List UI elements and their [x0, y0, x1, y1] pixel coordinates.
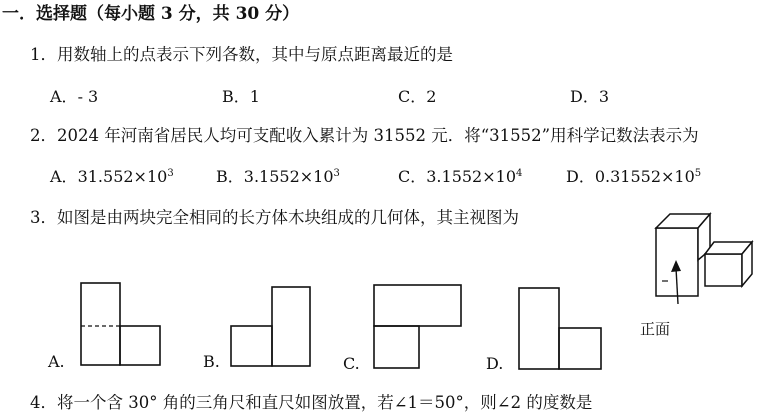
question-3-option-a-label[interactable]: A. [48, 352, 65, 371]
section-title: 一．选择题（每小题 3 分，共 30 分） [2, 4, 300, 24]
option-exponent: 5 [694, 168, 702, 179]
question-1-option-d[interactable] [570, 87, 609, 107]
option-label: C． [398, 167, 427, 186]
option-label: A． [50, 87, 78, 106]
wide-block [374, 285, 461, 326]
question-2-stem: 2．2024 年河南省居民人均可支配收入累计为 31552 元．将“31552”用科学记数法表示为 [30, 126, 699, 145]
front-view-label: 正面 [640, 320, 671, 338]
option-exponent: 3 [333, 168, 340, 179]
option-base: 3.1552×10 [426, 167, 516, 186]
question-3-solid-figure [652, 208, 762, 308]
tall-block [81, 283, 120, 365]
option-label: A． [50, 167, 78, 186]
question-1-option-c[interactable] [398, 87, 436, 107]
question-4-stem: 4．将一个含 30° 角的三角尺和直尺如图放置，若∠1＝50°，则∠2 的度数是 [30, 393, 593, 412]
option-text: 3 [598, 87, 610, 106]
question-3-option-d-figure[interactable] [518, 287, 604, 371]
short-block [374, 326, 419, 368]
question-3-option-c-figure[interactable] [373, 284, 463, 370]
option-base: 3.1552×10 [243, 167, 334, 186]
option-text: - 3 [77, 87, 99, 106]
tall-block [519, 288, 559, 369]
question-2-option-d[interactable] [566, 167, 701, 187]
option-exponent: 3 [167, 168, 174, 179]
short-block [120, 326, 160, 365]
short-block [559, 328, 601, 369]
question-3-option-d-label[interactable]: D. [486, 354, 504, 373]
question-1-option-b[interactable] [222, 87, 260, 107]
short-block [231, 326, 272, 366]
option-base: 0.31552×10 [594, 167, 695, 186]
question-2-option-a[interactable] [50, 167, 174, 187]
question-3-stem: 3．如图是由两块完全相同的长方体木块组成的几何体，其主视图为 [30, 208, 519, 227]
tall-block [272, 287, 310, 366]
question-3-option-a-figure[interactable] [80, 282, 162, 366]
option-exponent: 4 [516, 168, 523, 179]
option-label: B． [216, 167, 244, 186]
question-2-option-c[interactable] [398, 167, 522, 187]
option-text: 1 [249, 87, 260, 106]
question-1-stem: 1．用数轴上的点表示下列各数，其中与原点距离最近的是 [30, 45, 453, 64]
short-block-front [705, 254, 742, 286]
option-text: 2 [426, 87, 437, 106]
question-3-option-b-figure[interactable] [230, 286, 312, 368]
question-3-option-c-label[interactable]: C. [343, 354, 360, 373]
option-label: D． [570, 87, 599, 106]
option-label: C． [398, 87, 427, 106]
option-label: D． [566, 167, 595, 186]
option-label: B． [222, 87, 250, 106]
option-base: 31.552×10 [77, 167, 168, 186]
question-1-option-a[interactable] [50, 87, 98, 107]
question-2-option-b[interactable] [216, 167, 340, 187]
question-3-option-b-label[interactable]: B. [203, 352, 220, 371]
